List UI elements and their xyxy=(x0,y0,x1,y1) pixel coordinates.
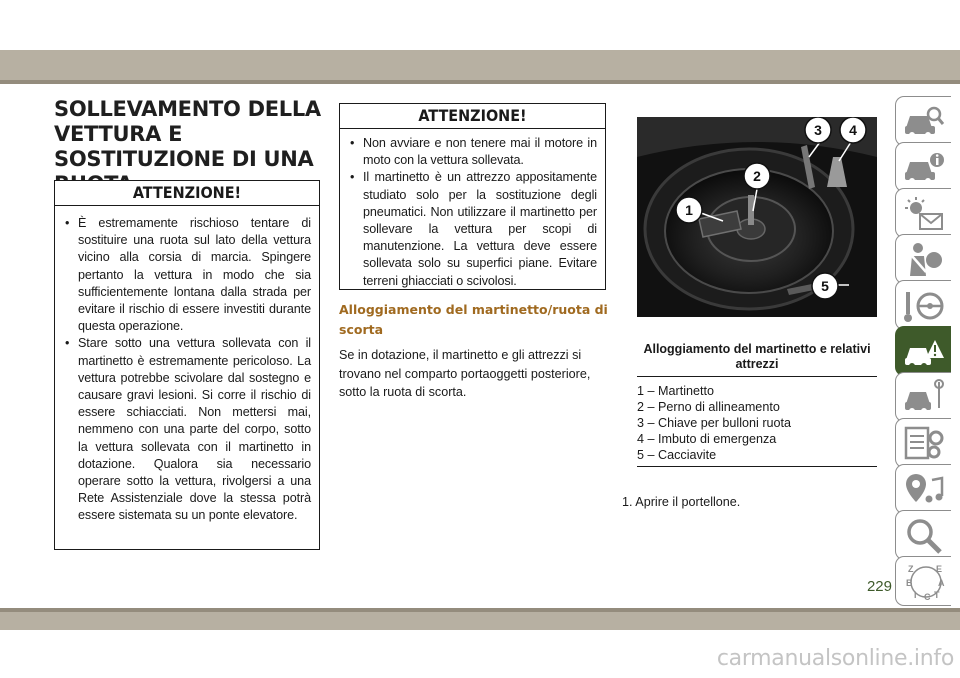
callout-label: 5 xyxy=(821,278,829,294)
car-warning-triangle-icon xyxy=(902,332,946,372)
figure-caption: Alloggiamento del martinetto e relativi attrezzi xyxy=(643,342,871,371)
legend-item: 4 – Imbuto di emergenza xyxy=(637,432,777,446)
car-search-icon xyxy=(902,102,946,142)
nav-tab-emergency-active[interactable] xyxy=(895,326,951,376)
section-body: Se in dotazione, il martinetto e gli attrezzi si trovano nel comparto portaoggetti posteriore, sotto la ruota di scorta. xyxy=(339,348,591,399)
svg-text:C: C xyxy=(924,592,931,602)
nav-tab-search[interactable] xyxy=(895,510,951,560)
jack-storage-photo xyxy=(637,117,877,317)
bullet: • xyxy=(350,170,355,185)
page-number: 229 xyxy=(866,578,892,595)
nav-tab-car-info[interactable] xyxy=(895,142,951,192)
svg-text:Z: Z xyxy=(908,564,914,574)
legend-item: 1 – Martinetto xyxy=(637,384,715,398)
jack-storage-illustration xyxy=(637,117,877,317)
warning-heading: ATTENZIONE! xyxy=(340,104,605,129)
bullet: • xyxy=(65,336,70,351)
seatbelt-airbag-icon xyxy=(902,240,946,280)
nav-tab-dashboard-lights[interactable] xyxy=(895,188,951,238)
legend-divider xyxy=(637,466,877,467)
warning-item xyxy=(350,135,597,169)
svg-text:E: E xyxy=(936,564,943,574)
svg-text:T: T xyxy=(934,590,940,600)
car-wrench-icon xyxy=(902,378,946,418)
bullet: • xyxy=(350,136,355,150)
legend-item: 5 – Cacciavite xyxy=(637,448,717,462)
footer-band xyxy=(0,612,960,630)
warning-item-text: È estremamente rischioso tentare di sostituire una ruota sul lato della vettura vicino alla corsia di marcia. Spingere pertanto la vettura in modo che sia sufficientemente lontana dalla strada per evitare il rischio di essere investiti durante questa operazione. xyxy=(78,216,311,334)
legend-item: 3 – Chiave per bulloni ruota xyxy=(637,416,792,430)
warning-list xyxy=(340,129,605,290)
callout-label: 3 xyxy=(814,122,822,138)
page-title: SOLLEVAMENTO DELLA VETTURA E SOSTITUZIONE DI UNA xyxy=(54,97,321,171)
nav-tab-specifications[interactable] xyxy=(895,418,951,468)
svg-text:I: I xyxy=(914,590,917,600)
warning-list xyxy=(55,206,319,525)
callout-label: 2 xyxy=(753,168,761,184)
nav-tab-starting[interactable] xyxy=(895,280,951,330)
warning-heading: ATTENZIONE! xyxy=(55,181,319,206)
top-header-band xyxy=(0,50,960,80)
alphabet-index-icon xyxy=(902,562,946,602)
steering-wheel-key-icon xyxy=(902,286,946,326)
nav-tab-safety[interactable] xyxy=(895,234,951,284)
car-info-icon xyxy=(902,148,946,188)
dashboard-lights-message-icon xyxy=(902,194,946,234)
warning-item xyxy=(65,215,311,335)
section-heading: Alloggiamento del martinetto/ruota di scorta xyxy=(339,302,608,337)
svg-text:A: A xyxy=(938,578,945,588)
nav-tab-multimedia[interactable] xyxy=(895,464,951,514)
callout-label: 4 xyxy=(849,122,857,138)
music-navigation-icon xyxy=(902,470,946,510)
callout-label: 1 xyxy=(685,202,693,218)
watermark: carmanualsonline.info xyxy=(716,646,954,671)
nav-tab-servicing[interactable] xyxy=(895,372,951,422)
top-header-rule xyxy=(0,80,960,84)
figure-legend xyxy=(637,383,877,463)
warning-item xyxy=(65,335,311,524)
bullet: • xyxy=(65,216,70,230)
caption-divider xyxy=(637,376,877,377)
warning-item-text: Il martinetto è un attrezzo appositamente studiato solo per la sostituzione degli pneumatici. Non utilizzare il martinetto per sollevare la vettura per scopi di manutenzione. La vettura deve essere sollevata solo su superfici piane. Evitare terreni ghiacciati o scivolosi. xyxy=(363,170,597,288)
warning-item xyxy=(350,169,597,289)
legend-item: 2 – Perno di allineamento xyxy=(637,400,780,414)
step-instruction: 1. Aprire il portellone. xyxy=(622,495,741,509)
warning-box-middle xyxy=(339,103,606,290)
nav-tab-car-search[interactable] xyxy=(895,96,951,146)
magnifier-icon xyxy=(902,516,946,556)
top-margin xyxy=(0,0,960,50)
svg-text:B: B xyxy=(906,578,913,588)
warning-item-text: Non avviare e non tenere mai il motore in moto con la vettura sollevata. xyxy=(363,136,597,168)
warning-item-text: Stare sotto una vettura sollevata con il martinetto è estremamente pericoloso. La vettura potrebbe scivolare dal sostegno e causare gravi lesioni. Si corre il rischio di essere schiacciati. Non mettersi mai, nemmeno con una parte del corpo, sotto la vettura sollevata con il martinetto in dotazione. Qualora sia necessario operare sotto la vettura, rivolgersi a una Rete Assistenziale dove la stessa potrà essere sistemata su un ponte elevatore. xyxy=(78,336,311,523)
checklist-gears-icon xyxy=(902,424,946,464)
nav-tab-index[interactable] xyxy=(895,556,951,606)
warning-box-left xyxy=(54,180,320,550)
